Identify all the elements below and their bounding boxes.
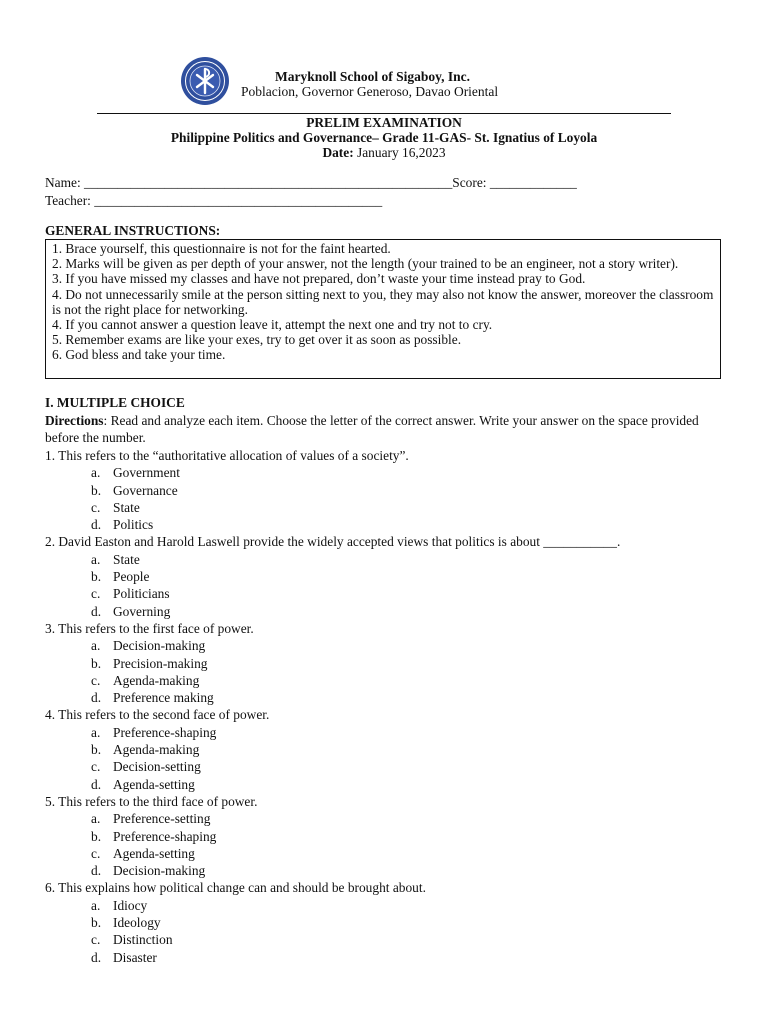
choice-letter: a. bbox=[91, 638, 101, 654]
exam-date-value: January 16,2023 bbox=[357, 145, 446, 160]
choice-letter: c. bbox=[91, 845, 101, 861]
answer-choice bbox=[45, 568, 745, 585]
question-list bbox=[45, 447, 745, 966]
directions-text: : Read and analyze each item. Choose the letter of the correct answer. Write your answer on the space provided before the number. bbox=[45, 413, 699, 445]
answer-choice bbox=[45, 914, 745, 931]
instruction-item: 5. Remember exams are like your exes, try to get over it as soon as possible. bbox=[52, 332, 462, 348]
choice-text: Agenda-making bbox=[113, 672, 200, 688]
section-directions bbox=[45, 412, 705, 446]
instruction-item: 3. If you have missed my classes and have not prepared, don’t waste your time instead pray to God. bbox=[52, 271, 586, 287]
answer-choice bbox=[45, 810, 745, 827]
exam-title: PRELIM EXAMINATION bbox=[306, 115, 462, 130]
choice-letter: b. bbox=[91, 915, 102, 931]
choice-text: Ideology bbox=[113, 915, 161, 931]
answer-choice bbox=[45, 672, 745, 689]
answer-choice bbox=[45, 845, 745, 862]
answer-choice bbox=[45, 637, 745, 654]
answer-choice bbox=[45, 499, 745, 516]
choice-text: Disaster bbox=[113, 949, 157, 965]
school-name: Maryknoll School of Sigaboy, Inc. bbox=[275, 69, 471, 84]
choice-letter: b. bbox=[91, 482, 102, 498]
answer-choice bbox=[45, 603, 745, 620]
question-stem: 1. This refers to the “authoritative allocation of values of a society”. bbox=[45, 448, 409, 463]
answer-choice bbox=[45, 516, 745, 533]
teacher-field: Teacher: ___________________________________________ bbox=[45, 193, 383, 208]
choice-letter: a. bbox=[91, 551, 101, 567]
question-item bbox=[45, 879, 745, 965]
choice-text: Politicians bbox=[113, 586, 170, 602]
answer-choice bbox=[45, 655, 745, 672]
answer-choice bbox=[45, 862, 745, 879]
answer-choice bbox=[45, 828, 745, 845]
choice-text: Idiocy bbox=[113, 897, 148, 913]
choice-letter: c. bbox=[91, 932, 101, 948]
choice-text: Precision-making bbox=[113, 655, 208, 671]
choice-text: Distinction bbox=[113, 932, 173, 948]
instruction-item: 4. If you cannot answer a question leave it, attempt the next one and try not to cry. bbox=[52, 317, 493, 333]
choice-letter: a. bbox=[91, 897, 101, 913]
answer-choice bbox=[45, 585, 745, 602]
section-heading: I. MULTIPLE CHOICE bbox=[45, 395, 185, 410]
choice-text: Governing bbox=[113, 603, 171, 619]
answer-choice bbox=[45, 758, 745, 775]
choice-letter: b. bbox=[91, 828, 102, 844]
answer-choice bbox=[45, 724, 745, 741]
answer-choice bbox=[45, 949, 745, 966]
choice-letter: d. bbox=[91, 776, 102, 792]
question-item bbox=[45, 620, 745, 706]
name-score-field: Name: _______________________________________________________Score: _____________ bbox=[45, 175, 577, 190]
choice-letter: d. bbox=[91, 863, 102, 879]
question-item bbox=[45, 533, 745, 619]
school-seal-logo bbox=[180, 56, 230, 106]
general-instructions-heading: GENERAL INSTRUCTIONS: bbox=[45, 223, 221, 238]
question-stem: 3. This refers to the first face of power. bbox=[45, 620, 254, 636]
choice-letter: d. bbox=[91, 517, 102, 533]
choice-text: People bbox=[113, 569, 150, 585]
choice-letter: a. bbox=[91, 465, 101, 481]
choice-text: Governance bbox=[113, 482, 178, 498]
choice-letter: b. bbox=[91, 655, 102, 671]
choice-text: Agenda-setting bbox=[113, 776, 195, 792]
choice-text: Government bbox=[113, 465, 180, 481]
choice-text: Preference making bbox=[113, 690, 214, 706]
header-divider bbox=[97, 113, 671, 114]
exam-date-label: Date: bbox=[322, 145, 354, 160]
choice-text: Agenda-making bbox=[113, 742, 200, 758]
school-address: Poblacion, Governor Generoso, Davao Oriental bbox=[241, 84, 499, 99]
question-item bbox=[45, 706, 745, 792]
general-instructions-box bbox=[45, 239, 721, 379]
answer-choice bbox=[45, 689, 745, 706]
question-stem: 2. David Easton and Harold Laswell provide the widely accepted views that politics is about ___________. bbox=[45, 534, 621, 550]
choice-text: Decision-setting bbox=[113, 759, 201, 775]
choice-letter: d. bbox=[91, 603, 102, 619]
choice-letter: b. bbox=[91, 569, 102, 585]
choice-letter: a. bbox=[91, 811, 101, 827]
question-stem: 5. This refers to the third face of power. bbox=[45, 793, 258, 809]
exam-date bbox=[0, 145, 768, 161]
choice-text: Decision-making bbox=[113, 638, 206, 654]
instruction-item: 6. God bless and take your time. bbox=[52, 347, 226, 363]
choice-letter: c. bbox=[91, 499, 101, 515]
answer-choice bbox=[45, 464, 745, 481]
choice-text: Agenda-setting bbox=[113, 845, 195, 861]
choice-letter: b. bbox=[91, 742, 102, 758]
answer-choice bbox=[45, 551, 745, 568]
choice-letter: c. bbox=[91, 672, 101, 688]
choice-text: Preference-shaping bbox=[113, 828, 217, 844]
choice-text: Preference-setting bbox=[113, 811, 211, 827]
choice-text: State bbox=[113, 499, 140, 515]
answer-choice bbox=[45, 741, 745, 758]
answer-choice bbox=[45, 776, 745, 793]
choice-letter: c. bbox=[91, 586, 101, 602]
instruction-item: 1. Brace yourself, this questionnaire is not for the faint hearted. bbox=[52, 241, 391, 256]
choice-text: Preference-shaping bbox=[113, 724, 217, 740]
question-item bbox=[45, 793, 745, 879]
question-stem: 6. This explains how political change can and should be brought about. bbox=[45, 880, 426, 896]
instruction-item: 4. Do not unnecessarily smile at the person sitting next to you, they may also not know the answer, moreover the classroom is not the right place for networking. bbox=[52, 286, 714, 317]
directions-label: Directions bbox=[45, 413, 104, 428]
question-stem: 4. This refers to the second face of power. bbox=[45, 707, 270, 723]
answer-choice bbox=[45, 931, 745, 948]
answer-choice bbox=[45, 482, 745, 499]
answer-choice bbox=[45, 897, 745, 914]
choice-letter: c. bbox=[91, 759, 101, 775]
question-item bbox=[45, 447, 745, 533]
choice-letter: d. bbox=[91, 690, 102, 706]
exam-subject: Philippine Politics and Governance– Grade 11-GAS- St. Ignatius of Loyola bbox=[170, 130, 598, 145]
choice-letter: d. bbox=[91, 949, 102, 965]
school-header bbox=[0, 56, 768, 108]
choice-letter: a. bbox=[91, 724, 101, 740]
choice-text: Decision-making bbox=[113, 863, 206, 879]
choice-text: State bbox=[113, 551, 140, 567]
instruction-item: 2. Marks will be given as per depth of your answer, not the length (your trained to be an engineer, not a story writer). bbox=[52, 256, 679, 272]
choice-text: Politics bbox=[113, 517, 154, 533]
